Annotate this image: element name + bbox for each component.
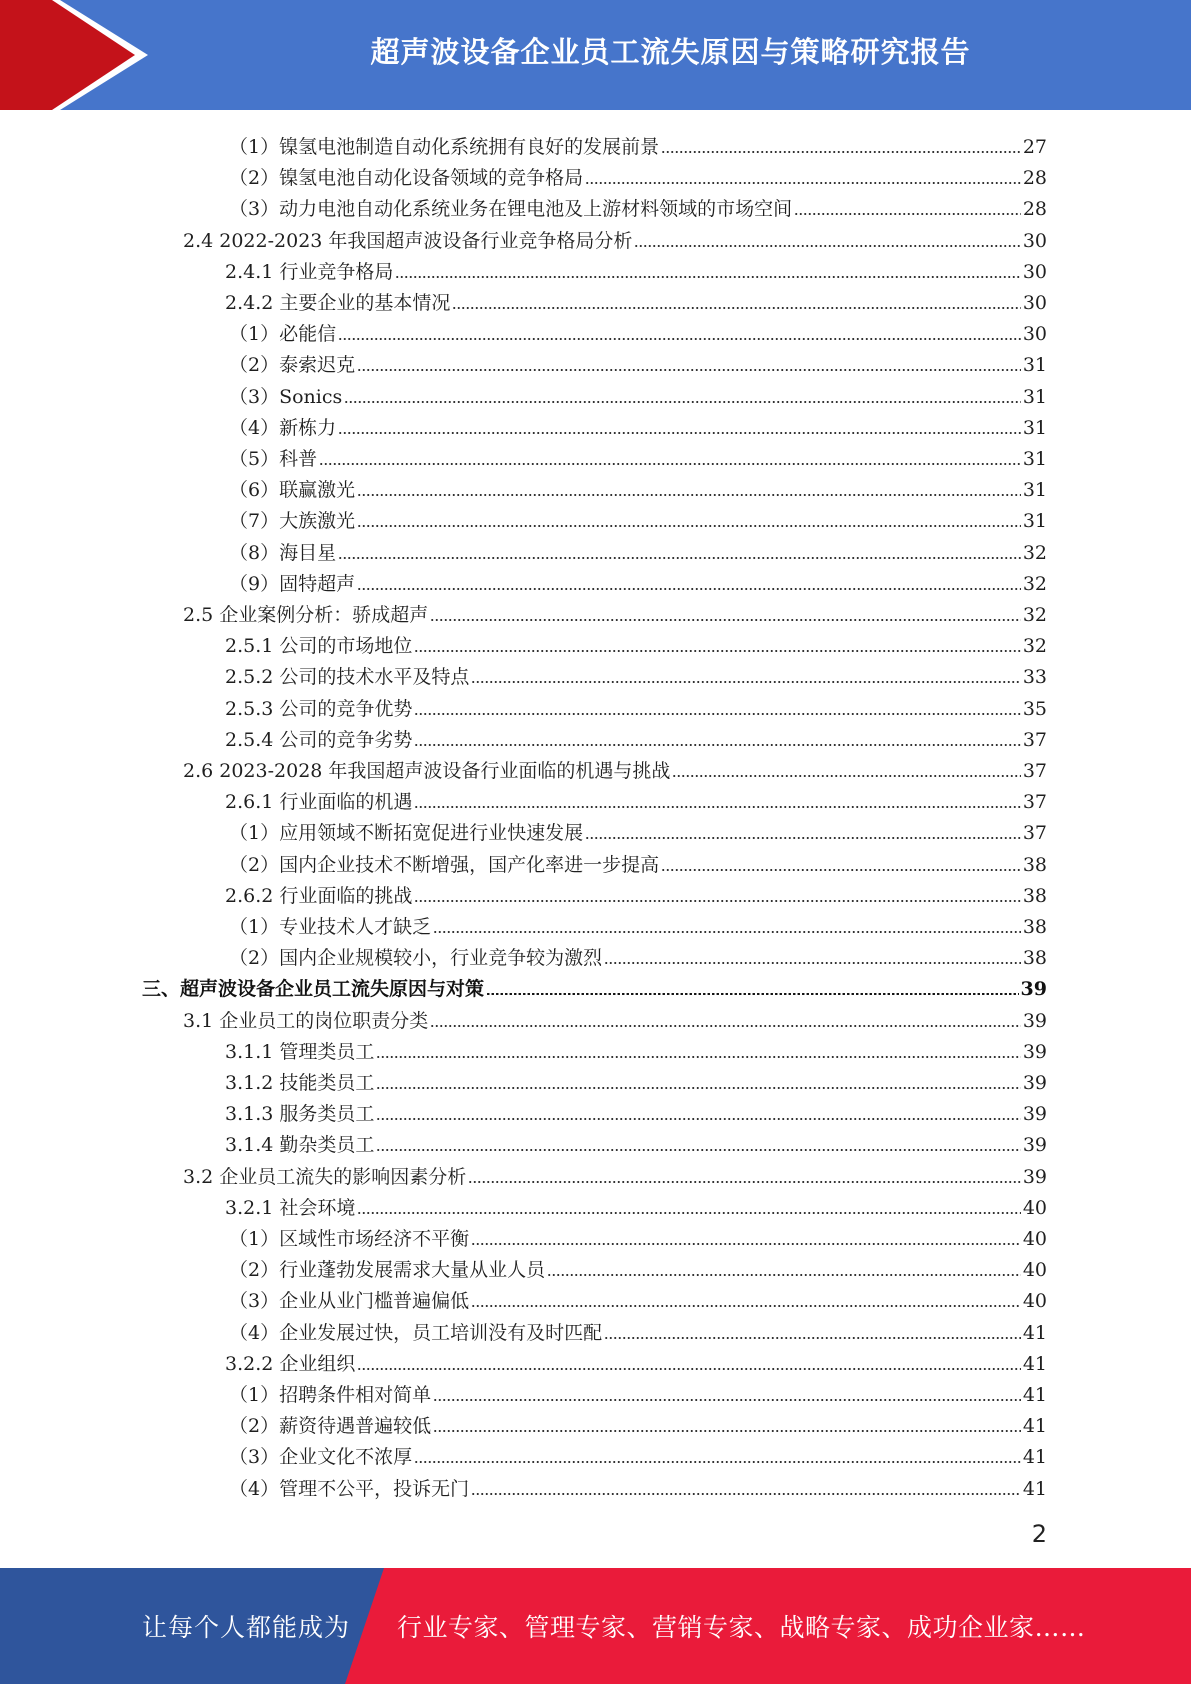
toc-entry-page: 39: [1022, 1103, 1047, 1125]
header-title: 超声波设备企业员工流失原因与策略研究报告: [370, 34, 971, 69]
toc-dot-leader: [433, 931, 1021, 933]
toc-entry[interactable]: [225, 877, 1047, 908]
toc-entry[interactable]: [225, 1033, 1047, 1064]
toc-dot-leader: [357, 369, 1021, 371]
toc-entry[interactable]: [142, 970, 1047, 1001]
toc-entry[interactable]: [229, 1438, 1047, 1469]
toc-entry-title: （1）专业技术人才缺乏: [229, 916, 432, 938]
toc-dot-leader: [585, 182, 1021, 184]
toc-dot-leader: [414, 900, 1020, 902]
toc-entry-page: 32: [1022, 635, 1047, 657]
toc-entry-page: 38: [1022, 885, 1047, 907]
toc-entry[interactable]: [229, 814, 1047, 845]
toc-entry-title: 2.5.2 公司的技术水平及特点: [225, 666, 470, 688]
toc-entry-title: （2）行业蓬勃发展需求大量从业人员: [229, 1259, 546, 1281]
toc-entry[interactable]: [183, 1158, 1047, 1189]
toc-dot-leader: [357, 494, 1021, 496]
toc-entry-title: 3.2.1 社会环境: [225, 1197, 356, 1219]
page-footer: [0, 1568, 1191, 1684]
toc-entry[interactable]: [229, 378, 1047, 409]
toc-entry[interactable]: [229, 1407, 1047, 1438]
toc-entry[interactable]: [225, 690, 1047, 721]
toc-entry-title: （1）必能信: [229, 323, 337, 345]
toc-entry-title: （7）大族激光: [229, 510, 356, 532]
toc-entry[interactable]: [229, 315, 1047, 346]
toc-entry-page: 31: [1022, 354, 1047, 376]
toc-entry[interactable]: [229, 1314, 1047, 1345]
toc-dot-leader: [357, 1368, 1020, 1370]
toc-entry-page: 30: [1022, 261, 1047, 283]
toc-entry-page: 39: [1022, 1166, 1047, 1188]
toc-dot-leader: [414, 806, 1020, 808]
toc-entry[interactable]: [229, 159, 1047, 190]
toc-entry[interactable]: [183, 752, 1047, 783]
toc-entry[interactable]: [225, 1189, 1047, 1220]
toc-dot-leader: [547, 1274, 1021, 1276]
toc-entry-title: 2.4.1 行业竞争格局: [225, 261, 394, 283]
toc-entry-page: 35: [1022, 698, 1047, 720]
toc-dot-leader: [634, 245, 1020, 247]
toc-entry[interactable]: [229, 440, 1047, 471]
toc-dot-leader: [376, 1056, 1020, 1058]
toc-entry-page: 41: [1022, 1478, 1047, 1500]
toc-dot-leader: [604, 1337, 1021, 1339]
toc-dot-leader: [338, 432, 1021, 434]
toc-dot-leader: [414, 713, 1020, 715]
toc-entry-title: 2.4.2 主要企业的基本情况: [225, 292, 451, 314]
toc-entry[interactable]: [225, 783, 1047, 814]
toc-dot-leader: [672, 775, 1020, 777]
toc-entry[interactable]: [229, 565, 1047, 596]
toc-entry[interactable]: [225, 1095, 1047, 1126]
toc-entry-page: 39: [1022, 1072, 1047, 1094]
toc-dot-leader: [661, 151, 1021, 153]
toc-dot-leader: [471, 1493, 1021, 1495]
toc-entry[interactable]: [225, 1064, 1047, 1095]
toc-dot-leader: [430, 1025, 1021, 1027]
toc-entry-title: （3）企业文化不浓厚: [229, 1446, 413, 1468]
toc-entry-title: （4）新栋力: [229, 417, 337, 439]
toc-entry-page: 37: [1022, 791, 1047, 813]
toc-entry-page: 27: [1022, 136, 1047, 158]
toc-entry[interactable]: [229, 1282, 1047, 1313]
toc-entry-page: 37: [1022, 760, 1047, 782]
toc-entry-page: 31: [1022, 417, 1047, 439]
toc-entry-page: 38: [1022, 854, 1047, 876]
toc-entry[interactable]: [225, 658, 1047, 689]
toc-entry-title: （2）薪资待遇普遍较低: [229, 1415, 432, 1437]
toc-entry[interactable]: [229, 409, 1047, 440]
toc-entry-title: 2.5 企业案例分析：骄成超声: [183, 604, 429, 626]
toc-dot-leader: [414, 744, 1020, 746]
toc-entry-title: 3.2.2 企业组织: [225, 1353, 356, 1375]
toc-entry-page: 31: [1022, 510, 1047, 532]
toc-dot-leader: [376, 1087, 1020, 1089]
toc-entry-title: （1）应用领域不断拓宽促进行业快速发展: [229, 822, 584, 844]
toc-entry-title: 三、超声波设备企业员工流失原因与对策: [142, 978, 485, 1000]
toc-dot-leader: [395, 276, 1020, 278]
toc-dot-leader: [433, 1399, 1021, 1401]
toc-entry-page: 40: [1022, 1228, 1047, 1250]
toc-entry-title: （4）企业发展过快，员工培训没有及时匹配: [229, 1322, 603, 1344]
toc-entry-title: （3）Sonics: [229, 386, 343, 408]
footer-roles: 行业专家、管理专家、营销专家、战略专家、成功企业家……: [397, 1613, 1086, 1642]
toc-entry-title: （1）招聘条件相对简单: [229, 1384, 432, 1406]
toc-entry-title: （4）管理不公平，投诉无门: [229, 1478, 470, 1500]
toc-entry-page: 32: [1022, 604, 1047, 626]
toc-entry[interactable]: [229, 471, 1047, 502]
toc-entry-title: 2.5.4 公司的竞争劣势: [225, 729, 413, 751]
toc-entry-title: 3.1.2 技能类员工: [225, 1072, 375, 1094]
toc-entry-title: 2.6.2 行业面临的挑战: [225, 885, 413, 907]
toc-dot-leader: [376, 1118, 1020, 1120]
toc-dot-leader: [344, 401, 1021, 403]
toc-entry-title: 2.6.1 行业面临的机遇: [225, 791, 413, 813]
toc-entry-page: 37: [1022, 822, 1047, 844]
toc-entry-page: 39: [1022, 1134, 1047, 1156]
toc-entry[interactable]: [229, 1251, 1047, 1282]
toc-entry-page: 41: [1022, 1353, 1047, 1375]
toc-entry-page: 39: [1022, 1010, 1047, 1032]
toc-dot-leader: [661, 869, 1021, 871]
toc-entry-page: 31: [1022, 479, 1047, 501]
toc-entry-title: （2）国内企业规模较小，行业竞争较为激烈: [229, 947, 603, 969]
toc-entry-page: 30: [1022, 230, 1047, 252]
toc-entry-title: 2.5.1 公司的市场地位: [225, 635, 413, 657]
toc-dot-leader: [357, 1212, 1020, 1214]
toc-entry-page: 37: [1022, 729, 1047, 751]
toc-entry[interactable]: [225, 253, 1047, 284]
toc-dot-leader: [414, 1461, 1021, 1463]
toc-entry[interactable]: [183, 596, 1047, 627]
toc-entry-page: 38: [1022, 916, 1047, 938]
toc-dot-leader: [794, 213, 1021, 215]
toc-entry-page: 39: [1020, 978, 1047, 1000]
toc-entry-title: 2.6 2023-2028 年我国超声波设备行业面临的机遇与挑战: [183, 760, 671, 782]
toc-dot-leader: [357, 588, 1021, 590]
toc-entry-page: 40: [1022, 1197, 1047, 1219]
toc-entry-page: 39: [1022, 1041, 1047, 1063]
page-number: 2: [1031, 1520, 1047, 1548]
toc-entry-title: （1）镍氢电池制造自动化系统拥有良好的发展前景: [229, 136, 660, 158]
toc-dot-leader: [486, 993, 1019, 995]
toc-entry[interactable]: [183, 222, 1047, 253]
toc-entry-title: 3.1.1 管理类员工: [225, 1041, 375, 1063]
toc-entry-title: （9）固特超声: [229, 573, 356, 595]
toc-entry-page: 33: [1022, 666, 1047, 688]
toc-entry-title: （3）企业从业门槛普遍偏低: [229, 1290, 470, 1312]
toc-dot-leader: [338, 338, 1021, 340]
toc-entry-title: 3.1.3 服务类员工: [225, 1103, 375, 1125]
toc-entry-title: 2.5.3 公司的竞争优势: [225, 698, 413, 720]
toc-entry[interactable]: [225, 1345, 1047, 1376]
toc-entry-page: 41: [1022, 1415, 1047, 1437]
toc-entry-page: 41: [1022, 1446, 1047, 1468]
toc-entry-page: 41: [1022, 1322, 1047, 1344]
toc-entry-title: 3.2 企业员工流失的影响因素分析: [183, 1166, 467, 1188]
toc-entry-title: （3）动力电池自动化系统业务在锂电池及上游材料领域的市场空间: [229, 198, 793, 220]
toc-entry[interactable]: [225, 1126, 1047, 1157]
toc-entry-title: （2）镍氢电池自动化设备领域的竞争格局: [229, 167, 584, 189]
toc-entry-title: （2）国内企业技术不断增强，国产化率进一步提高: [229, 854, 660, 876]
toc-dot-leader: [376, 1149, 1020, 1151]
toc-entry[interactable]: [225, 284, 1047, 315]
toc-entry-page: 38: [1022, 947, 1047, 969]
toc-entry-page: 32: [1022, 573, 1047, 595]
toc-dot-leader: [433, 1430, 1021, 1432]
toc-entry-page: 41: [1022, 1384, 1047, 1406]
page-header: [0, 0, 1191, 110]
toc-entry-page: 32: [1022, 542, 1047, 564]
toc-entry[interactable]: [229, 128, 1047, 159]
toc-dot-leader: [471, 681, 1020, 683]
toc-entry-page: 28: [1022, 167, 1047, 189]
toc-entry[interactable]: [229, 346, 1047, 377]
toc-entry[interactable]: [229, 502, 1047, 533]
toc-entry-title: 3.1.4 勤杂类员工: [225, 1134, 375, 1156]
toc-dot-leader: [604, 962, 1021, 964]
toc-dot-leader: [468, 1181, 1021, 1183]
toc-entry[interactable]: [229, 908, 1047, 939]
toc-entry[interactable]: [183, 1002, 1047, 1033]
toc-entry-page: 40: [1022, 1259, 1047, 1281]
toc-entry-title: （8）海目星: [229, 542, 337, 564]
toc-dot-leader: [471, 1305, 1021, 1307]
toc-dot-leader: [471, 1243, 1021, 1245]
toc-entry-title: （1）区域性市场经济不平衡: [229, 1228, 470, 1250]
toc-entry-title: 2.4 2022-2023 年我国超声波设备行业竞争格局分析: [183, 230, 633, 252]
toc-entry-title: （6）联赢激光: [229, 479, 356, 501]
toc-entry[interactable]: [225, 721, 1047, 752]
toc-entry-page: 28: [1022, 198, 1047, 220]
toc-entry-page: 30: [1022, 323, 1047, 345]
toc-dot-leader: [338, 557, 1021, 559]
toc-entry-page: 40: [1022, 1290, 1047, 1312]
toc-entry-title: （2）泰索迟克: [229, 354, 356, 376]
toc-entry-title: （5）科普: [229, 448, 318, 470]
toc-dot-leader: [452, 307, 1020, 309]
toc-entry-title: 3.1 企业员工的岗位职责分类: [183, 1010, 429, 1032]
toc-entry[interactable]: [229, 534, 1047, 565]
toc-entry[interactable]: [229, 1470, 1047, 1501]
footer-slogan: 让每个人都能成为: [142, 1613, 351, 1642]
toc-entry-page: 31: [1022, 386, 1047, 408]
toc-entry-page: 30: [1022, 292, 1047, 314]
toc-dot-leader: [430, 619, 1021, 621]
toc-entry-page: 31: [1022, 448, 1047, 470]
toc-entry[interactable]: [229, 1376, 1047, 1407]
toc-dot-leader: [319, 463, 1021, 465]
toc-dot-leader: [414, 650, 1020, 652]
toc-entry[interactable]: [229, 846, 1047, 877]
toc-entry[interactable]: [229, 190, 1047, 221]
toc-entry[interactable]: [229, 1220, 1047, 1251]
toc-dot-leader: [585, 837, 1021, 839]
toc-dot-leader: [357, 525, 1021, 527]
toc-entry[interactable]: [229, 939, 1047, 970]
toc-entry[interactable]: [225, 627, 1047, 658]
